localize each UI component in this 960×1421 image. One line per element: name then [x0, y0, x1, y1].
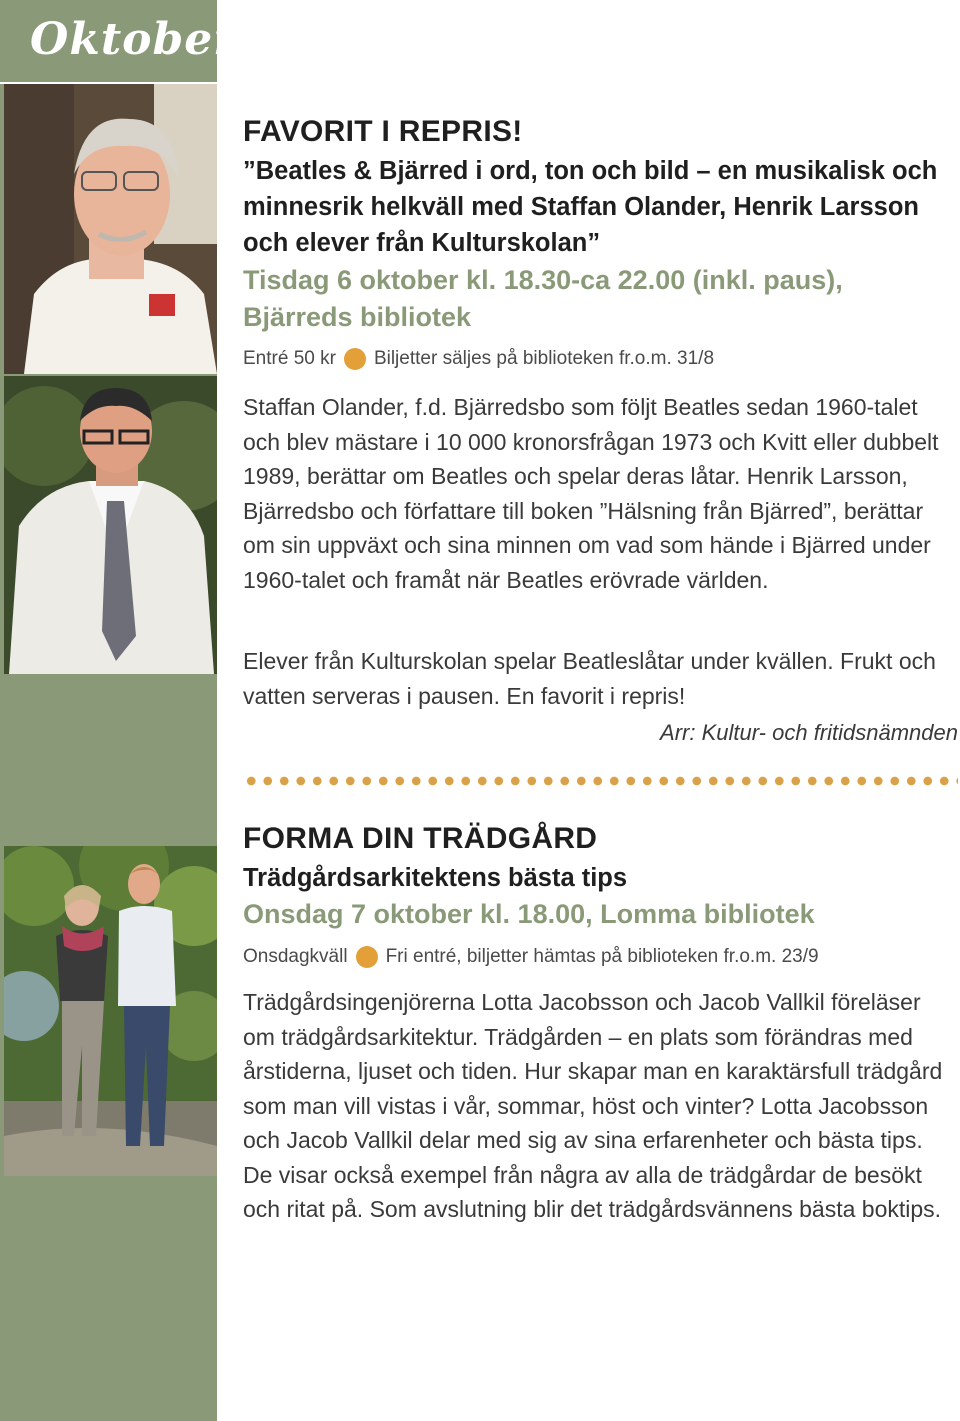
photo-staffan-olander	[4, 84, 217, 374]
event1-when-venue: Bjärreds bibliotek	[243, 302, 472, 332]
event2-info-tickets: Fri entré, biljetter hämtas på biblioteken fr.o.m. 23/9	[385, 946, 819, 967]
event1-when-date: Tisdag 6 oktober kl. 18.30-ca 22.00 (inkl. paus),	[243, 265, 843, 295]
photo-lotta-jacob	[4, 846, 217, 1176]
photo-henrik-larsson	[4, 376, 217, 674]
event1-info-line	[243, 348, 714, 370]
event2-description: Trädgårdsingenjörerna Lotta Jacobsson och Jacob Vallkil föreläser om trädgårdsarkitektur. Trädgården – en plats som förändras med årstiderna, ljuset och tiden. Hur skapar man en karaktärsfull trädgård som man vill vistas i vår, sommar, höst och vinter? Lotta Jacobsson och Jacob Vallkil delar med sig av sina erfarenheter och bästa tips. De visar också exempel från några av alla de trädgårdar de besökt och ritat på. Som avslutning blir det trädgårdsvännens bästa boktips.	[243, 989, 943, 1222]
event2-info-evening: Onsdagkväll	[243, 946, 348, 967]
event1-extra: Elever från Kulturskolan spelar Beatleslåtar under kvällen. Frukt och vatten serveras i pausen. En favorit i repris!	[243, 648, 936, 709]
event1-info-tickets: Biljetter säljes på biblioteken fr.o.m. 31/8	[373, 348, 715, 369]
sidebar-header	[0, 0, 238, 84]
bullet-dot-icon	[356, 946, 378, 968]
event2-when: Onsdag 7 oktober kl. 18.00, Lomma bibliotek	[243, 899, 815, 929]
dotted-divider	[243, 776, 958, 786]
event1-description: Staffan Olander, f.d. Bjärredsbo som följt Beatles sedan 1960-talet och blev mästare i 10 000 kronorsfrågan 1973 och Kvitt eller dubbelt 1989, berättar om Beatles och spelar deras låtar. Henrik Larsson, Bjärredsbo och författare till boken ”Hälsning från Bjärred”, berättar om sin uppväxt och sina minnen om vad som hände i Bjärred under 1960-talet och framåt när Beatles erövrade världen.	[243, 394, 939, 593]
event1-credit: Arr: Kultur- och fritidsnämnden	[660, 720, 958, 745]
event1-label: FAVORIT I REPRIS!	[243, 115, 523, 148]
event2-title: Trädgårdsarkitektens bästa tips	[243, 864, 628, 892]
bullet-dot-icon	[344, 348, 366, 370]
event1-title: ”Beatles & Bjärred i ord, ton och bild – en musikalisk och minnesrik helkväll med Staffan Olander, Henrik Larsson och elever från Kulturskolan”	[243, 157, 938, 257]
event1-info-entry: Entré 50 kr	[243, 348, 336, 369]
month-title: Oktober	[30, 14, 238, 65]
event2-label: FORMA DIN TRÄDGÅRD	[243, 822, 598, 855]
event2-info-line	[243, 946, 819, 968]
